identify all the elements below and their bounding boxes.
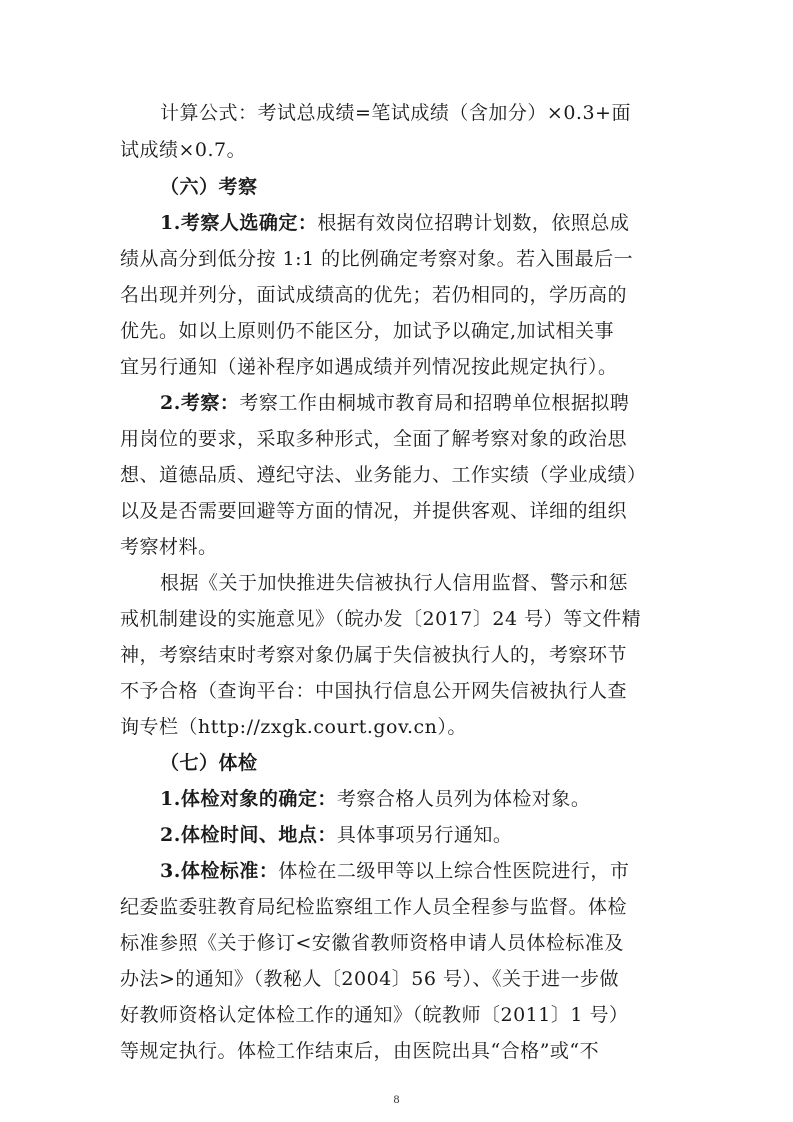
text-line: 宜另行通知（递补程序如遇成绩并列情况按此规定执行）。: [120, 356, 618, 378]
text-line: 用岗位的要求，采取多种形式，全面了解考察对象的政治思: [120, 428, 628, 450]
section-heading-inspection: （六）考察: [160, 176, 258, 198]
formula-line-2: 试成绩×0.7。: [120, 139, 247, 161]
inspection-text: 考察工作由桐城市教育局和招聘单位根据拟聘: [239, 392, 630, 414]
text-line: 纪委监委驻教育局纪检监察组工作人员全程参与监督。体检: [120, 896, 628, 918]
text-line: 询专栏（http://zxgk.court.gov.cn）。: [120, 716, 467, 738]
formula-line-1: 计算公式：考试总成绩=笔试成绩（含加分）×0.3+面: [160, 102, 631, 124]
paragraph-inspection: [160, 388, 680, 418]
text-line: 名出现并列分，面试成绩高的优先；若仍相同的，学历高的: [120, 284, 628, 306]
exam-standard-label: 3.体检标准：: [160, 860, 279, 882]
inspection-selection-text: 根据有效岗位招聘计划数，依照总成: [317, 212, 630, 234]
paragraph-inspection-selection: [160, 208, 680, 238]
text-line: 考察材料。: [120, 536, 218, 558]
page-number: 8: [393, 1092, 400, 1106]
exam-subjects-text: 考察合格人员列为体检对象。: [336, 788, 591, 810]
text-line: 标准参照《关于修订<安徽省教师资格申请人员体检标准及: [120, 932, 624, 954]
text-line: 优先。如以上原则仍不能区分，加试予以确定,加试相关事: [120, 320, 615, 342]
text-line: 办法>的通知》（教秘人〔2004〕56 号）、《关于进一步做: [120, 968, 619, 990]
exam-subjects-label: 1.体检对象的确定：: [160, 788, 337, 810]
text-line: 戒机制建设的实施意见》（皖办发〔2017〕24 号）等文件精: [120, 608, 642, 630]
paragraph-exam-subjects: [160, 784, 680, 814]
exam-time-place-label: 2.体检时间、地点：: [160, 824, 337, 846]
paragraph-exam-time-place: [160, 820, 680, 850]
text-line: 神，考察结束时考察对象仍属于失信被执行人的，考察环节: [120, 644, 628, 666]
text-line: 等规定执行。体检工作结束后，由医院出具“合格”或“不: [120, 1040, 600, 1062]
text-line: 想、道德品质、遵纪守法、业务能力、工作实绩（学业成绩）: [120, 464, 647, 486]
section-heading-physical-exam: （七）体检: [160, 752, 258, 774]
exam-time-place-text: 具体事项另行通知。: [336, 824, 513, 846]
inspection-selection-label: 1.考察人选确定：: [160, 212, 318, 234]
text-line: 不予合格（查询平台：中国执行信息公开网失信被执行人查: [120, 680, 628, 702]
paragraph-exam-standard: [160, 856, 680, 886]
inspection-label: 2.考察：: [160, 392, 240, 414]
exam-standard-text: 体检在二级甲等以上综合性医院进行，市: [278, 860, 630, 882]
text-line: 好教师资格认定体检工作的通知》（皖教师〔2011〕1 号）: [120, 1004, 629, 1026]
text-line: 以及是否需要回避等方面的情况，并提供客观、详细的组织: [120, 500, 628, 522]
paragraph-dishonest-executee: 根据《关于加快推进失信被执行人信用监督、警示和惩: [160, 572, 629, 594]
text-line: 绩从高分到低分按 1:1 的比例确定考察对象。若入围最后一: [120, 248, 634, 270]
